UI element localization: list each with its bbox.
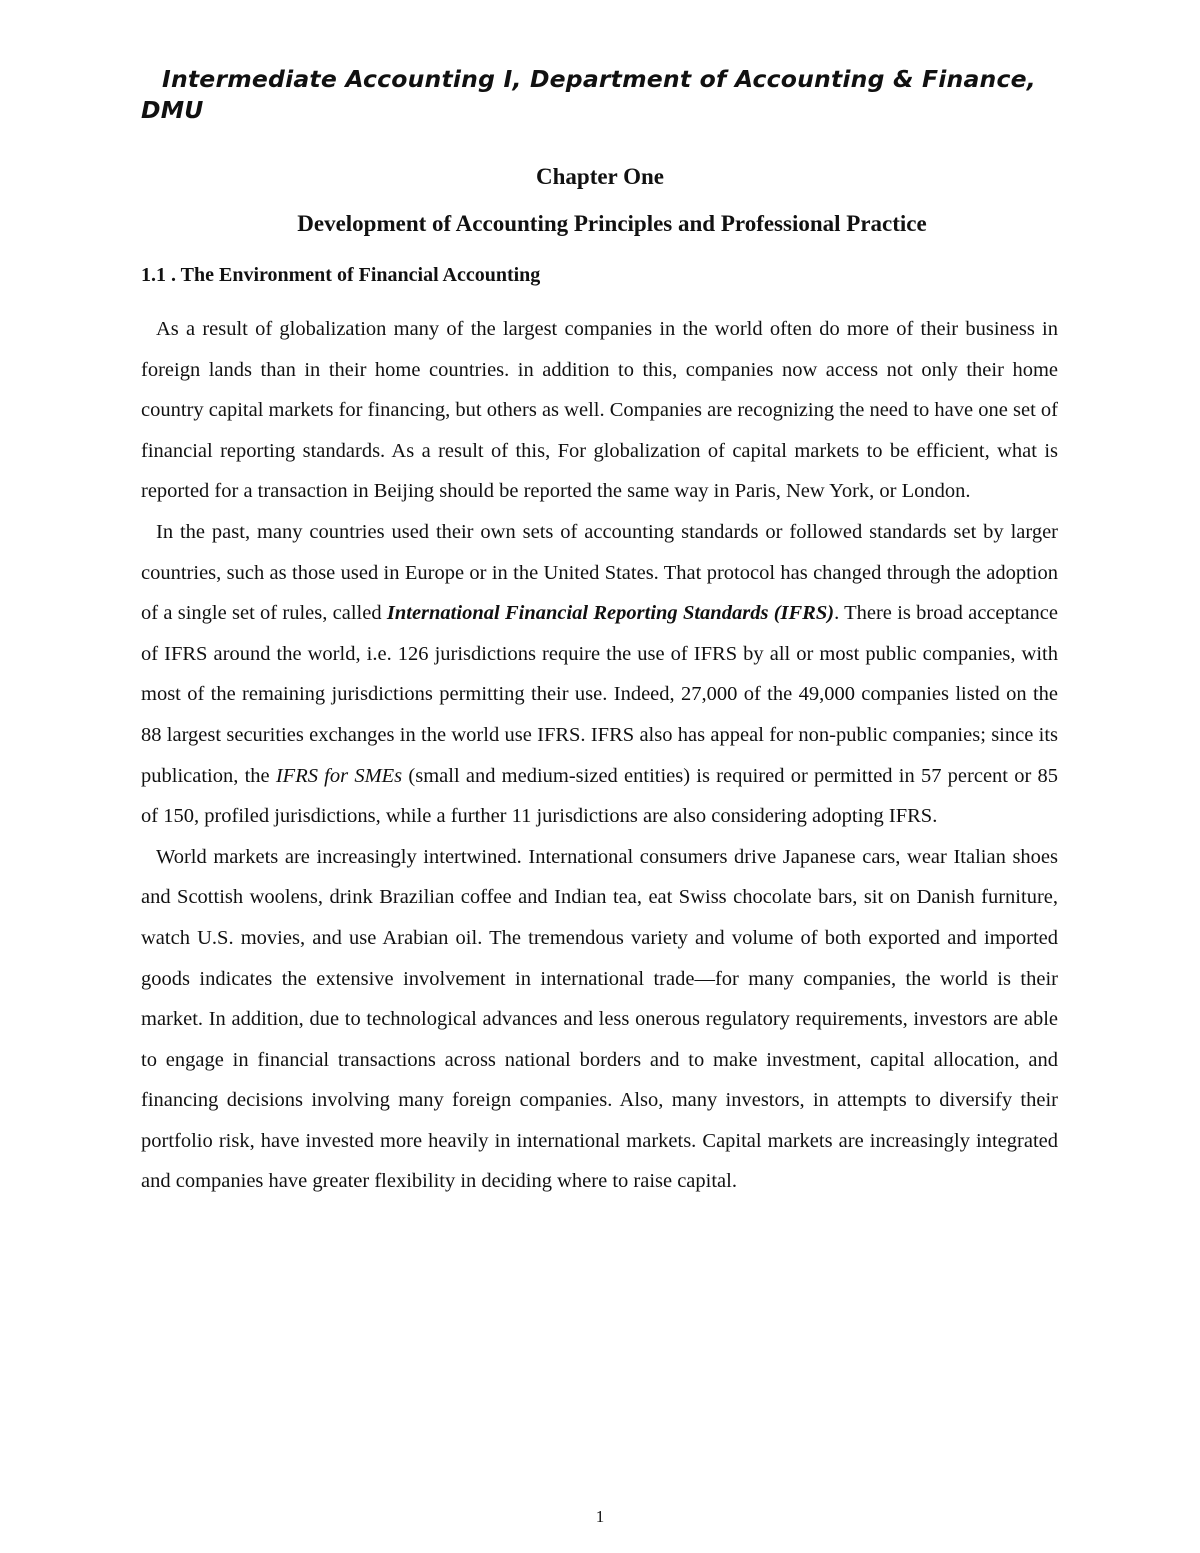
section-heading: 1.1 . The Environment of Financial Accounting xyxy=(141,264,541,286)
body-text xyxy=(141,309,1058,1202)
paragraph-ifrs-text-1: In the past, many countries used their own sets of accounting standards or followed standards set by larger countries, such as those used in Europe or in the United States. That protocol has changed through the adoption of a single set of rules, called xyxy=(141,520,1058,625)
page-number: 1 xyxy=(595,1507,605,1526)
chapter-title: Development of Accounting Principles and Professional Practice xyxy=(297,211,927,236)
ifrs-sme-term: IFRS for SMEs xyxy=(275,764,403,787)
paragraph-ifrs xyxy=(141,512,1058,837)
paragraph-globalization: As a result of globalization many of the largest companies in the world often do more of their business in foreign lands than in their home countries. in addition to this, companies now access not only their home country capital markets for financing, but others as well. Companies are recognizing the need to have one set of financial reporting standards. As a result of this, For globalization of capital markets to be efficient, what is reported for a transaction in Beijing should be reported the same way in Paris, New York, or London. xyxy=(141,318,1058,503)
ifrs-term: International Financial Reporting Standards (IFRS) xyxy=(386,602,835,625)
running-header: Intermediate Accounting I, Department of Accounting & Finance, DMU xyxy=(141,65,1036,124)
chapter-label: Chapter One xyxy=(536,164,664,189)
paragraph-ifrs-text-3: (small and medium-sized entities) is required or permitted in 57 percent or 85 of 150, profiled jurisdictions, while a further 11 jurisdictions are also considering adopting IFRS. xyxy=(141,764,1059,828)
paragraph-world-markets: World markets are increasingly intertwined. International consumers drive Japanese cars, wear Italian shoes and Scottish woolens, drink Brazilian coffee and Indian tea, eat Swiss chocolate bars, sit on Danish furniture, watch U.S. movies, and use Arabian oil. The tremendous variety and volume of both exported and imported goods indicates the extensive involvement in international trade—for many companies, the world is their market. In addition, due to technological advances and less onerous regulatory requirements, investors are able to engage in financial transactions across national borders and to make investment, capital allocation, and financing decisions involving many foreign companies. Also, many investors, in attempts to diversify their portfolio risk, have invested more heavily in international markets. Capital markets are increasingly integrated and companies have greater flexibility in deciding where to raise capital. xyxy=(141,845,1058,1193)
paragraph-ifrs-text-2: . There is broad acceptance of IFRS around the world, i.e. 126 jurisdictions require the use of IFRS by all or most public companies, with most of the remaining jurisdictions permitting their use. Indeed, 27,000 of the 49,000 companies listed on the 88 largest securities exchanges in the world use IFRS. IFRS also has appeal for non-public companies; since its publication, the xyxy=(141,602,1058,787)
